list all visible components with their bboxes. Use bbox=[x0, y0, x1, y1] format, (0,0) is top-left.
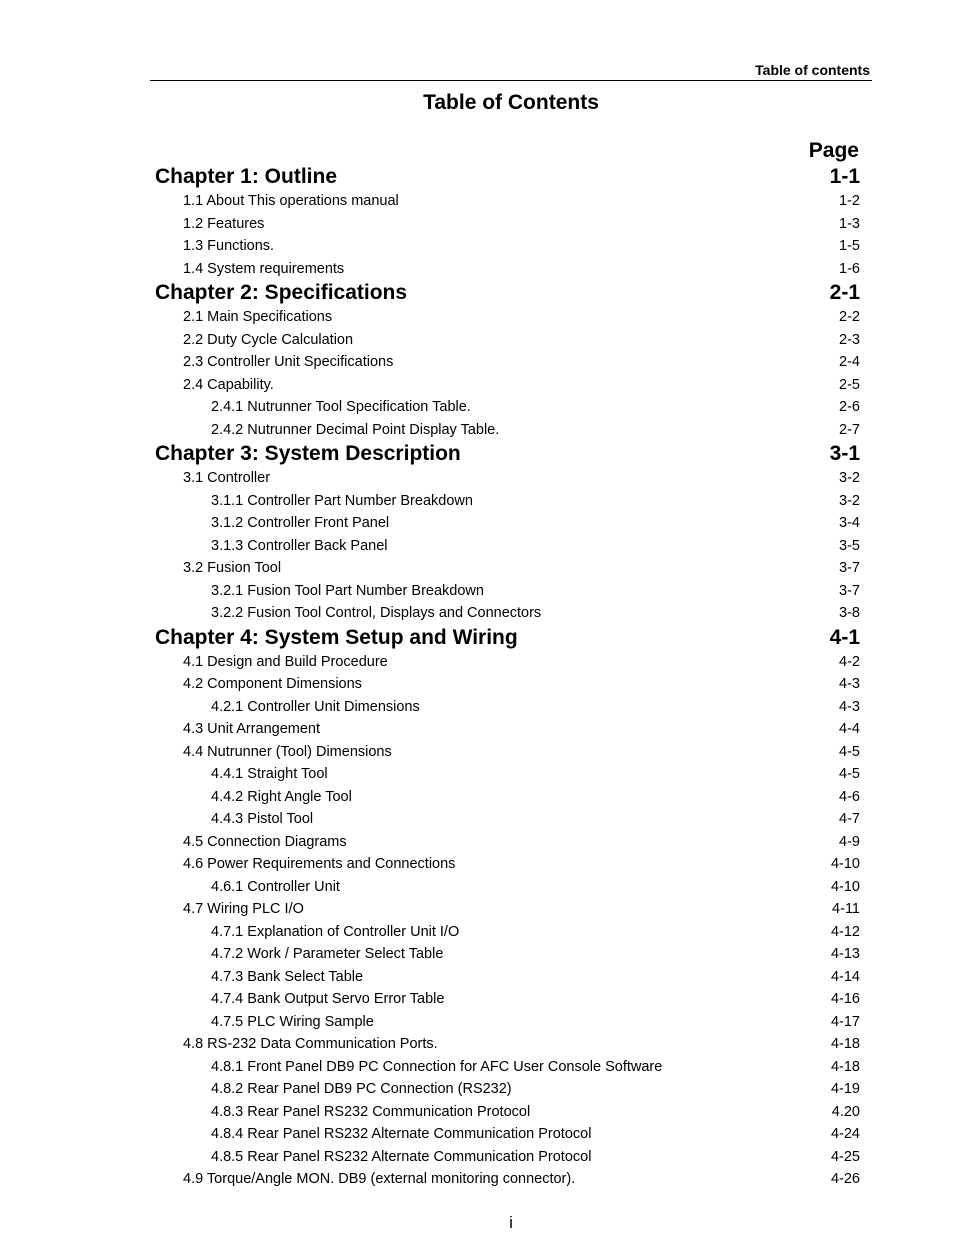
entry-page: 3-2 bbox=[839, 492, 860, 509]
entry-label: 4.8.5 Rear Panel RS232 Alternate Communication Protocol bbox=[211, 1148, 592, 1165]
entry-label: 4.7 Wiring PLC I/O bbox=[183, 901, 304, 917]
entry-label: 4.8 RS-232 Data Communication Ports. bbox=[183, 1036, 438, 1052]
entry-page: 1-6 bbox=[839, 260, 860, 277]
entry-page: 4-18 bbox=[830, 1036, 860, 1052]
toc-entry[interactable] bbox=[155, 512, 860, 535]
entry-page: 3-7 bbox=[839, 582, 860, 599]
toc-chapter-heading[interactable] bbox=[155, 625, 860, 651]
chapter-title: Chapter 1: Outline bbox=[155, 165, 338, 188]
toc-entry[interactable] bbox=[155, 1101, 860, 1124]
toc-entry[interactable] bbox=[155, 921, 860, 944]
entry-page: 4-26 bbox=[830, 1171, 860, 1187]
toc-entry[interactable] bbox=[155, 1078, 860, 1101]
entry-page: 4-7 bbox=[839, 811, 860, 827]
entry-label: 4.8.2 Rear Panel DB9 PC Connection (RS232) bbox=[211, 1081, 512, 1097]
entry-page: 4-3 bbox=[839, 698, 860, 715]
entry-page: 2-7 bbox=[839, 421, 860, 438]
toc-entry[interactable] bbox=[155, 213, 860, 236]
entry-label: 4.7.2 Work / Parameter Select Table bbox=[211, 946, 444, 962]
toc-entry[interactable] bbox=[155, 396, 860, 419]
toc-entry[interactable] bbox=[155, 718, 860, 741]
entry-label: 2.3 Controller Unit Specifications bbox=[183, 354, 394, 370]
entry-label: 4.9 Torque/Angle MON. DB9 (external monitoring connector). bbox=[183, 1171, 576, 1187]
entry-label: 3.1.3 Controller Back Panel bbox=[211, 537, 388, 554]
entry-page: 3-5 bbox=[839, 537, 860, 554]
toc-entry[interactable] bbox=[155, 898, 860, 921]
entry-page: 4-3 bbox=[839, 676, 860, 692]
toc-entry[interactable] bbox=[155, 467, 860, 490]
entry-label: 1.1 About This operations manual bbox=[183, 193, 399, 209]
entry-label: 3.1.1 Controller Part Number Breakdown bbox=[211, 492, 473, 509]
entry-page: 4.20 bbox=[831, 1103, 860, 1120]
entry-label: 1.2 Features bbox=[183, 215, 265, 232]
entry-label: 2.2 Duty Cycle Calculation bbox=[183, 331, 354, 348]
entry-label: 4.1 Design and Build Procedure bbox=[183, 653, 388, 670]
entry-label: 4.7.3 Bank Select Table bbox=[211, 968, 364, 985]
toc-entry[interactable] bbox=[155, 235, 860, 258]
entry-page: 4-14 bbox=[830, 968, 860, 985]
running-header: Table of contents bbox=[755, 62, 870, 78]
entry-label: 2.4.1 Nutrunner Tool Specification Table. bbox=[211, 399, 471, 415]
entry-page: 3-4 bbox=[839, 515, 860, 531]
entry-label: 4.3 Unit Arrangement bbox=[183, 721, 321, 737]
entry-label: 4.4.1 Straight Tool bbox=[211, 766, 328, 782]
toc-entry[interactable] bbox=[155, 1123, 860, 1146]
entry-page: 4-12 bbox=[830, 923, 860, 940]
entry-label: 4.8.1 Front Panel DB9 PC Connection for AFC User Console Software bbox=[211, 1058, 663, 1075]
toc-entry[interactable] bbox=[155, 1033, 860, 1056]
toc-entry[interactable] bbox=[155, 786, 860, 809]
toc-entry[interactable] bbox=[155, 1168, 860, 1191]
entry-page: 4-19 bbox=[830, 1081, 860, 1097]
entry-page: 1-5 bbox=[839, 238, 860, 254]
toc-entry[interactable] bbox=[155, 808, 860, 831]
entry-label: 4.4 Nutrunner (Tool) Dimensions bbox=[183, 743, 392, 760]
entry-label: 4.6.1 Controller Unit bbox=[211, 878, 340, 895]
toc-entry[interactable] bbox=[155, 673, 860, 696]
page-column-label: Page bbox=[808, 139, 859, 162]
entry-label: 4.7.5 PLC Wiring Sample bbox=[211, 1013, 374, 1030]
entry-label: 2.1 Main Specifications bbox=[183, 309, 333, 325]
toc-entry[interactable] bbox=[155, 966, 860, 989]
entry-label: 3.1.2 Controller Front Panel bbox=[211, 515, 390, 531]
header-divider bbox=[150, 80, 872, 81]
toc-entry[interactable] bbox=[155, 1146, 860, 1169]
toc-entry[interactable] bbox=[155, 988, 860, 1011]
entry-label: 3.2.2 Fusion Tool Control, Displays and Connectors bbox=[211, 605, 542, 621]
page-title: Table of Contents bbox=[423, 91, 599, 114]
entry-page: 4-13 bbox=[830, 946, 860, 962]
entry-page: 1-2 bbox=[839, 193, 860, 209]
chapter-title: Chapter 2: Specifications bbox=[155, 281, 408, 304]
entry-label: 4.8.3 Rear Panel RS232 Communication Protocol bbox=[211, 1103, 531, 1120]
chapter-page: 1-1 bbox=[829, 165, 860, 188]
toc-entry[interactable] bbox=[155, 580, 860, 603]
page-number: i bbox=[509, 1213, 513, 1232]
toc-entry[interactable] bbox=[155, 490, 860, 513]
toc-entry[interactable] bbox=[155, 374, 860, 397]
toc-entry[interactable] bbox=[155, 258, 860, 281]
chapter-title: Chapter 3: System Description bbox=[155, 442, 461, 465]
entry-label: 4.2 Component Dimensions bbox=[183, 676, 362, 692]
entry-label: 4.8.4 Rear Panel RS232 Alternate Communication Protocol bbox=[211, 1126, 592, 1142]
entry-page: 4-5 bbox=[839, 766, 860, 782]
toc-entry[interactable] bbox=[155, 329, 860, 352]
chapter-page: 3-1 bbox=[829, 442, 860, 465]
entry-page: 4-16 bbox=[830, 991, 860, 1007]
entry-page: 4-10 bbox=[830, 856, 860, 872]
entry-page: 2-3 bbox=[839, 331, 860, 348]
entry-page: 4-18 bbox=[830, 1058, 860, 1075]
toc-entry[interactable] bbox=[155, 602, 860, 625]
toc-entry[interactable] bbox=[155, 306, 860, 329]
entry-page: 3-2 bbox=[839, 470, 860, 486]
entry-page: 4-4 bbox=[839, 721, 860, 737]
entry-page: 4-17 bbox=[830, 1013, 860, 1030]
toc-entry[interactable] bbox=[155, 943, 860, 966]
chapter-page: 4-1 bbox=[829, 625, 860, 649]
toc-chapter-heading[interactable] bbox=[155, 441, 860, 467]
toc-entry[interactable] bbox=[155, 763, 860, 786]
toc-entry[interactable] bbox=[155, 876, 860, 899]
toc-entry[interactable] bbox=[155, 1056, 860, 1079]
entry-label: 1.4 System requirements bbox=[183, 260, 345, 277]
entry-page: 4-25 bbox=[830, 1148, 860, 1165]
toc-chapter-heading[interactable] bbox=[155, 164, 860, 190]
entry-page: 2-6 bbox=[839, 399, 860, 415]
chapter-title: Chapter 4: System Setup and Wiring bbox=[155, 625, 518, 649]
toc-entry[interactable] bbox=[155, 351, 860, 374]
table-of-contents bbox=[155, 164, 860, 1191]
toc-entry[interactable] bbox=[155, 557, 860, 580]
entry-page: 4-5 bbox=[839, 743, 860, 760]
toc-entry[interactable] bbox=[155, 696, 860, 719]
entry-label: 3.1 Controller bbox=[183, 470, 271, 486]
entry-page: 2-2 bbox=[839, 309, 860, 325]
entry-page: 4-24 bbox=[830, 1126, 860, 1142]
toc-entry[interactable] bbox=[155, 831, 860, 854]
entry-page: 4-9 bbox=[839, 833, 860, 850]
entry-label: 3.2 Fusion Tool bbox=[183, 560, 282, 576]
toc-entry[interactable] bbox=[155, 853, 860, 876]
entry-label: 4.4.2 Right Angle Tool bbox=[211, 788, 352, 805]
entry-page: 2-4 bbox=[839, 354, 860, 370]
toc-chapter-heading[interactable] bbox=[155, 280, 860, 306]
entry-label: 1.3 Functions. bbox=[183, 238, 275, 254]
entry-page: 1-3 bbox=[839, 215, 860, 232]
entry-label: 4.7.1 Explanation of Controller Unit I/O bbox=[211, 923, 460, 940]
entry-page: 3-7 bbox=[839, 560, 860, 576]
entry-page: 4-6 bbox=[839, 788, 860, 805]
entry-page: 2-5 bbox=[839, 376, 860, 393]
entry-page: 4-10 bbox=[830, 878, 860, 895]
entry-page: 4-2 bbox=[839, 653, 860, 670]
chapter-page: 2-1 bbox=[829, 281, 860, 304]
toc-entry[interactable] bbox=[155, 741, 860, 764]
entry-label: 2.4 Capability. bbox=[183, 376, 274, 393]
entry-label: 4.4.3 Pistol Tool bbox=[211, 811, 314, 827]
toc-entry[interactable] bbox=[155, 190, 860, 213]
entry-label: 4.7.4 Bank Output Servo Error Table bbox=[211, 991, 445, 1007]
toc-entry[interactable] bbox=[155, 419, 860, 442]
entry-label: 4.5 Connection Diagrams bbox=[183, 833, 347, 850]
entry-page: 3-8 bbox=[839, 605, 860, 621]
entry-page: 4-11 bbox=[832, 901, 860, 917]
entry-label: 4.2.1 Controller Unit Dimensions bbox=[211, 698, 420, 715]
entry-label: 3.2.1 Fusion Tool Part Number Breakdown bbox=[211, 582, 484, 599]
toc-entry[interactable] bbox=[155, 535, 860, 558]
toc-entry[interactable] bbox=[155, 651, 860, 674]
entry-label: 4.6 Power Requirements and Connections bbox=[183, 856, 456, 872]
entry-label: 2.4.2 Nutrunner Decimal Point Display Table. bbox=[211, 421, 500, 438]
toc-entry[interactable] bbox=[155, 1011, 860, 1034]
